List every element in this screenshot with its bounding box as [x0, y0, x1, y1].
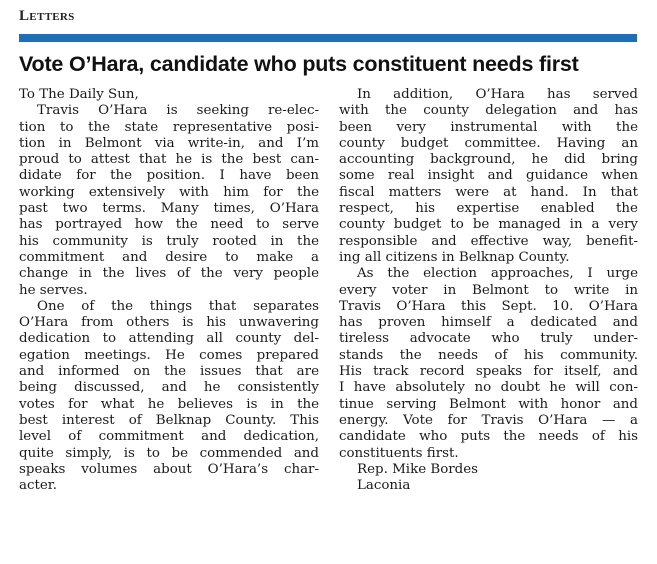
body-line: level of commitment and dedication, [19, 429, 319, 445]
body-line: been very instrumental with the [339, 119, 638, 135]
body-line: egation meetings. He comes prepared [19, 347, 319, 363]
headline: Vote O’Hara, candidate who puts constituent needs first [19, 52, 579, 76]
body-line: tireless advocate who truly under- [339, 331, 638, 347]
body-line: has proven himself a dedicated and [339, 315, 638, 331]
body-line: ing all citizens in Belknap County. [339, 249, 570, 265]
section-label: Letters [19, 8, 75, 24]
letter-column-right [339, 87, 638, 494]
body-line: has portrayed how the need to serve [19, 217, 319, 233]
body-line: every voter in Belmont to write in [339, 282, 638, 298]
body-line: with the county delegation and has [339, 103, 638, 119]
body-line: I have absolutely no doubt he will con- [339, 380, 638, 396]
body-line: speaks volumes about O’Hara’s char- [19, 461, 319, 477]
body-line: some real insight and guidance when [339, 168, 638, 184]
body-line: acter. [19, 478, 57, 494]
body-line: dedication to attending all county del- [19, 331, 319, 347]
body-line: accounting background, he did bring [339, 152, 638, 168]
body-line: past two terms. Many times, O’Hara [19, 201, 319, 217]
body-line: and informed on the issues that are [19, 364, 319, 380]
body-line: he serves. [19, 282, 88, 298]
body-line: tinue serving Belmont with honor and [339, 396, 638, 412]
body-line: In addition, O’Hara has served [357, 87, 638, 102]
body-line: energy. Vote for Travis O’Hara — a [339, 412, 638, 428]
body-line: county budget committee. Having an [339, 135, 638, 151]
section-rule [19, 34, 637, 42]
signature-name: Rep. Mike Bordes [357, 461, 479, 477]
body-line: tion to the state representative posi- [19, 119, 319, 135]
letter-column-left [19, 87, 319, 494]
body-line: didate for the position. I have been [19, 168, 319, 184]
body-line: As the election approaches, I urge [357, 266, 638, 282]
body-line: His track record speaks for itself, and [339, 364, 638, 380]
body-line: quite simply, is to be commended and [19, 445, 319, 461]
body-line: votes for what he believes is in the [19, 396, 319, 412]
body-line: proud to attest that he is the best can- [19, 152, 319, 168]
body-line: his community is truly rooted in the [19, 233, 319, 249]
body-line: candidate who puts the needs of his [339, 429, 638, 445]
body-line: responsible and effective way, benefit- [339, 233, 638, 249]
body-line: commitment and desire to make a [19, 249, 319, 265]
body-line: tion in Belmont via write-in, and I’m [19, 135, 319, 151]
body-line: stands the needs of his community. [339, 347, 638, 363]
salutation: To The Daily Sun, [19, 87, 139, 102]
body-line: One of the things that separates [37, 298, 319, 314]
body-line: change in the lives of the very people [19, 266, 319, 282]
body-line: best interest of Belknap County. This [19, 412, 319, 428]
body-line: county budget to be managed in a very [339, 217, 638, 233]
body-line: constituents first. [339, 445, 459, 461]
signature-location: Laconia [357, 478, 411, 494]
body-line: respect, his expertise enabled the [339, 201, 638, 217]
body-line: Travis O’Hara this Sept. 10. O’Hara [339, 298, 638, 314]
body-line: Travis O’Hara is seeking re-elec- [37, 103, 319, 119]
body-line: fiscal matters were at hand. In that [339, 184, 638, 200]
body-line: O’Hara from others is his unwavering [19, 315, 319, 331]
body-line: working extensively with him for the [19, 184, 319, 200]
body-line: being discussed, and he consistently [19, 380, 319, 396]
